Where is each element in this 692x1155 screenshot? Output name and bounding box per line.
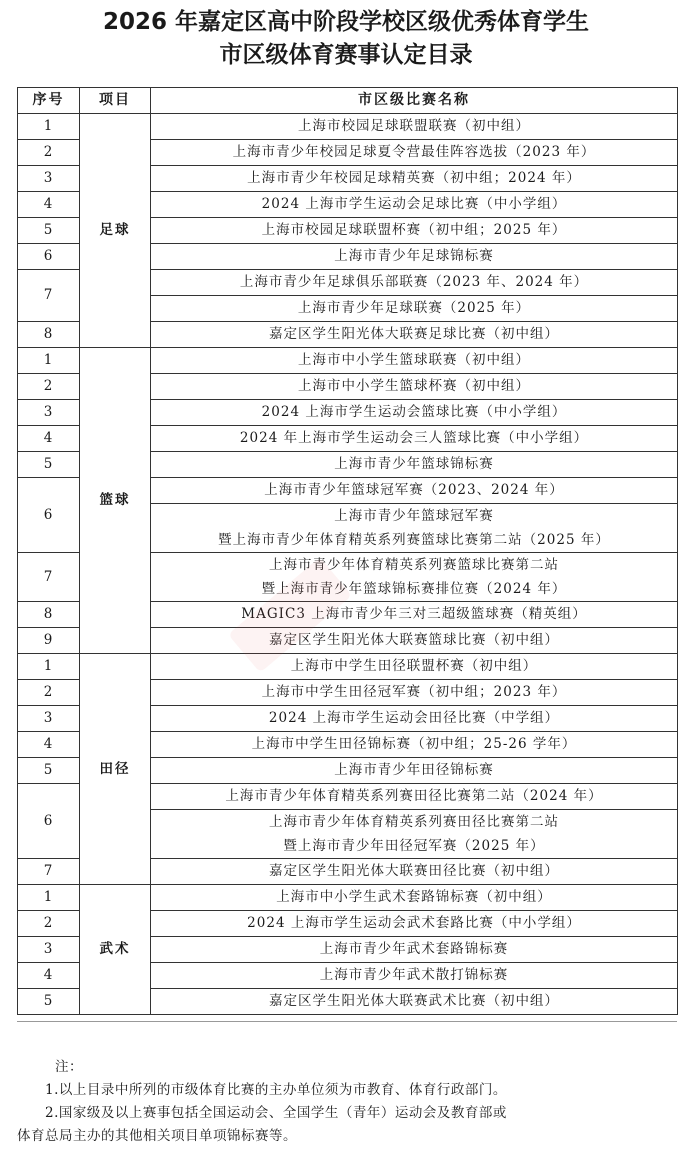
event-name-cell (151, 218, 678, 244)
document-title-line-1: 2026 年嘉定区高中阶段学校区级优秀体育学生 (102, 9, 590, 35)
event-name-cell (151, 322, 678, 348)
event-name-line: 2024 上海市学生运动会武术套路比赛（中小学组） (247, 915, 581, 931)
event-name-cell (151, 732, 678, 758)
event-name-cell (151, 504, 678, 553)
event-name-line: 上海市中小学生篮球联赛（初中组） (298, 352, 530, 368)
event-name-line: 嘉定区学生阳光体大联赛田径比赛（初中组） (269, 863, 559, 879)
row-number: 3 (18, 400, 80, 426)
row-number: 2 (18, 374, 80, 400)
event-name-cell (151, 553, 678, 602)
event-name-line: 暨上海市青少年田径冠军赛（2025 年） (283, 838, 545, 854)
event-name-cell (151, 602, 678, 628)
event-name-line: 2024 年上海市学生运动会三人篮球比赛（中小学组） (239, 430, 589, 446)
event-name-cell (151, 859, 678, 885)
event-name-line: 上海市青少年足球锦标赛 (334, 248, 494, 264)
event-name-cell (151, 628, 678, 654)
row-number: 1 (18, 654, 80, 680)
event-name-cell (151, 452, 678, 478)
project-cell: 田径 (80, 654, 151, 885)
table-header-row (18, 88, 678, 114)
document-title-line-2: 市区级体育赛事认定目录 (219, 42, 473, 69)
event-name-cell (151, 784, 678, 810)
row-number: 3 (18, 937, 80, 963)
project-cell: 足球 (80, 114, 151, 348)
event-name-line: 上海市中小学生武术套路锦标赛（初中组） (276, 889, 552, 905)
event-name-cell (151, 374, 678, 400)
row-number: 4 (18, 192, 80, 218)
event-name-cell (151, 192, 678, 218)
event-name-cell (151, 680, 678, 706)
event-name-line: 上海市青少年武术散打锦标赛 (319, 967, 509, 983)
event-name-line: 上海市中学生田径锦标赛（初中组；25-26 学年） (251, 736, 577, 752)
event-name-line: 上海市青少年校园足球精英赛（初中组；2024 年） (247, 170, 581, 186)
event-name-cell (151, 140, 678, 166)
row-number: 7 (18, 553, 80, 602)
project-cell: 武术 (80, 885, 151, 1015)
event-name-line: 上海市青少年足球联赛（2025 年） (297, 300, 531, 316)
event-name-line: 上海市青少年足球俱乐部联赛（2023 年、2024 年） (239, 274, 589, 290)
notes-label: 注： (55, 1059, 83, 1075)
row-number: 6 (18, 784, 80, 859)
event-name-cell (151, 348, 678, 374)
row-number: 5 (18, 218, 80, 244)
event-name-line: 暨上海市青少年体育精英系列赛篮球比赛第二站（2025 年） (218, 532, 610, 548)
project-cell: 篮球 (80, 348, 151, 654)
table-row (18, 114, 678, 140)
row-number: 2 (18, 140, 80, 166)
event-name-line: 上海市青少年武术套路锦标赛 (319, 941, 509, 957)
row-number: 8 (18, 602, 80, 628)
event-name-line: 暨上海市青少年篮球锦标赛排位赛（2024 年） (261, 581, 567, 597)
row-number: 5 (18, 758, 80, 784)
row-number: 7 (18, 859, 80, 885)
row-number: 1 (18, 114, 80, 140)
event-name-cell (151, 426, 678, 452)
table-row (18, 654, 678, 680)
event-name-line: 上海市青少年田径锦标赛 (334, 762, 494, 778)
event-name-cell (151, 114, 678, 140)
note-item-2-line-1: 2.国家级及以上赛事包括全国运动会、全国学生（青年）运动会及教育部或 (45, 1105, 507, 1121)
note-item-1: 1.以上目录中所列的市级体育比赛的主办单位须为市教育、体育行政部门。 (45, 1082, 507, 1098)
event-name-cell (151, 963, 678, 989)
row-number: 4 (18, 963, 80, 989)
table-row (18, 348, 678, 374)
row-number: 6 (18, 478, 80, 553)
event-name-line: 上海市校园足球联盟联赛（初中组） (298, 118, 530, 134)
notes-section (17, 1056, 677, 1148)
event-name-cell (151, 244, 678, 270)
column-header-event-name: 市区级比赛名称 (151, 88, 678, 114)
row-number: 4 (18, 426, 80, 452)
row-number: 6 (18, 244, 80, 270)
event-catalog-table (17, 87, 678, 1015)
event-name-cell (151, 989, 678, 1015)
event-name-cell (151, 478, 678, 504)
event-name-cell (151, 270, 678, 296)
event-name-cell (151, 758, 678, 784)
event-name-line: 上海市青少年篮球冠军赛 (334, 508, 494, 524)
row-number: 3 (18, 706, 80, 732)
event-name-line: 嘉定区学生阳光体大联赛篮球比赛（初中组） (269, 632, 559, 648)
event-name-line: 2024 上海市学生运动会田径比赛（中学组） (268, 710, 560, 726)
table-body (18, 114, 678, 1015)
row-number: 4 (18, 732, 80, 758)
row-number: 5 (18, 452, 80, 478)
event-name-cell (151, 810, 678, 859)
row-number: 7 (18, 270, 80, 322)
event-name-line: MAGIC3 上海市青少年三对三超级篮球赛（精英组） (241, 606, 587, 622)
event-name-line: 上海市中学生田径联盟杯赛（初中组） (290, 658, 538, 674)
event-name-line: 2024 上海市学生运动会篮球比赛（中小学组） (261, 404, 567, 420)
row-number: 3 (18, 166, 80, 192)
event-name-line: 嘉定区学生阳光体大联赛武术比赛（初中组） (269, 993, 559, 1009)
row-number: 1 (18, 348, 80, 374)
row-number: 1 (18, 885, 80, 911)
event-name-line: 嘉定区学生阳光体大联赛足球比赛（初中组） (269, 326, 559, 342)
note-item-2-line-2: 体育总局主办的其他相关项目单项锦标赛等。 (17, 1128, 297, 1144)
event-name-line: 上海市青少年体育精英系列赛田径比赛第二站 (269, 814, 559, 830)
event-name-line: 上海市校园足球联盟杯赛（初中组；2025 年） (261, 222, 567, 238)
column-header-number: 序号 (18, 88, 80, 114)
event-name-cell (151, 885, 678, 911)
page-divider (17, 1021, 677, 1022)
event-name-cell (151, 706, 678, 732)
event-name-cell (151, 296, 678, 322)
event-name-line: 上海市中学生田径冠军赛（初中组；2023 年） (261, 684, 567, 700)
event-name-cell (151, 654, 678, 680)
row-number: 5 (18, 989, 80, 1015)
event-name-line: 上海市青少年体育精英系列赛田径比赛第二站（2024 年） (225, 788, 603, 804)
event-name-line: 上海市青少年体育精英系列赛篮球比赛第二站 (269, 557, 559, 573)
event-name-line: 2024 上海市学生运动会足球比赛（中小学组） (261, 196, 567, 212)
row-number: 2 (18, 911, 80, 937)
event-name-line: 上海市青少年篮球锦标赛 (334, 456, 494, 472)
event-name-cell (151, 937, 678, 963)
event-name-line: 上海市青少年篮球冠军赛（2023、2024 年） (264, 482, 564, 498)
row-number: 9 (18, 628, 80, 654)
row-number: 2 (18, 680, 80, 706)
event-name-cell (151, 911, 678, 937)
row-number: 8 (18, 322, 80, 348)
event-name-cell (151, 166, 678, 192)
event-name-cell (151, 400, 678, 426)
table-row (18, 885, 678, 911)
event-name-line: 上海市青少年校园足球夏令营最佳阵容选拔（2023 年） (232, 144, 596, 160)
event-name-line: 上海市中小学生篮球杯赛（初中组） (298, 378, 530, 394)
column-header-project: 项目 (80, 88, 151, 114)
